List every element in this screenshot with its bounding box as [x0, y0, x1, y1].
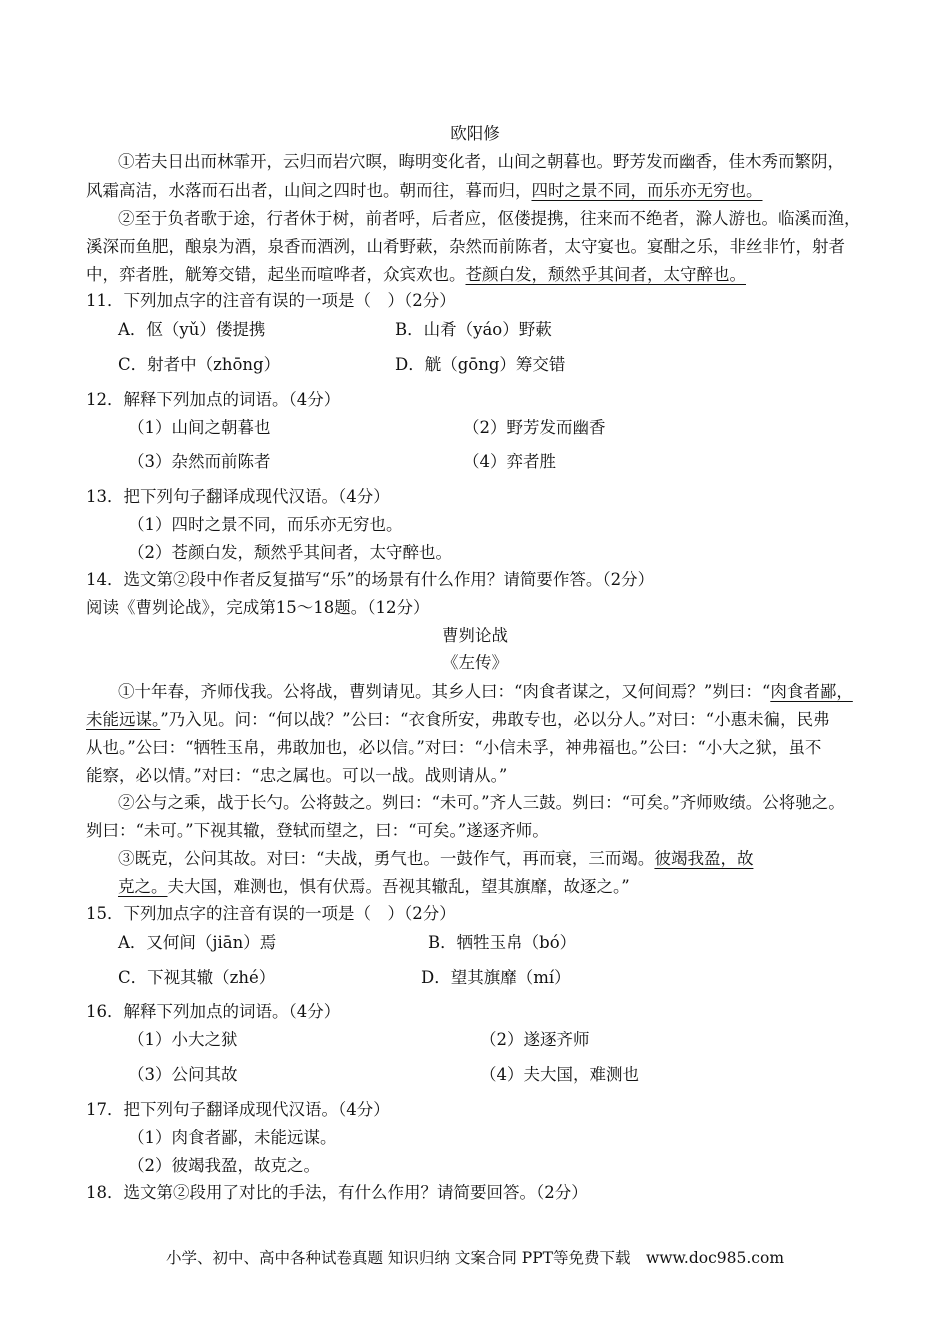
option-c: C．下视其辙（zhé） [118, 968, 276, 987]
passage-line [86, 264, 746, 286]
option-a: A．又何间（jiān）焉 [118, 933, 277, 952]
item-3: （3）公问其故 [128, 1065, 238, 1084]
option-a: A．伛（yǔ）偻提携 [118, 320, 266, 339]
passage-line: ②至于负者歌于途，行者休于树，前者呼，后者应，伛偻提携，往来而不绝者，滁人游也。临溪而渔， [118, 209, 861, 228]
question-15-stem: 15．下列加点字的注音有误的一项是（ ）（2分） [86, 904, 456, 923]
passage-line: 从也。”公曰：“牺牲玉帛，弗敢加也，必以信。”对曰：“小信未孚，神弗福也。”公曰：“小大之狱，虽不 [86, 738, 822, 757]
passage-line [86, 709, 830, 731]
underlined-sentence: 苍颜白发，颓然乎其间者，太守醉也。 [465, 265, 746, 284]
passage-line: 刿曰：“未可。”下视其辙，登轼而望之，曰：“可矣。”遂逐齐师。 [86, 821, 549, 840]
option-b: B．牺牲玉帛（bó） [428, 933, 577, 952]
question-18-stem: 18．选文第②段用了对比的手法，有什么作用？请简要回答。（2分） [86, 1183, 588, 1202]
item-1: （1）肉食者鄙，未能远谋。 [128, 1128, 337, 1147]
passage-text: ③既克，公问其故。对曰：“夫战，勇气也。一鼓作气，再而衰，三而竭。 [118, 849, 655, 868]
passage-title: 曹刿论战 [442, 626, 508, 645]
option-b: B．山肴（yáo）野蔌 [395, 320, 552, 339]
question-14-stem: 14．选文第②段中作者反复描写“乐”的场景有什么作用？请简要作答。（2分） [86, 570, 655, 589]
underlined-sentence: 彼竭我盈，故 [654, 849, 754, 868]
passage-line: 能察，必以情。”对曰：“忠之属也。可以一战。战则请从。” [86, 766, 508, 785]
underlined-sentence: 克之。 [118, 877, 168, 896]
item-3: （3）杂然而前陈者 [128, 452, 271, 471]
item-2: （2）野芳发而幽香 [463, 418, 606, 437]
question-11-stem: 11．下列加点字的注音有误的一项是（ ）（2分） [86, 291, 456, 310]
option-d: D．望其旗靡（mí） [421, 968, 571, 987]
passage-text: 风霜高洁，水落而石出者，山间之四时也。朝而往，暮而归， [86, 181, 532, 200]
item-1: （1）小大之狱 [128, 1030, 238, 1049]
underlined-sentence: 肉食者鄙， [770, 682, 853, 701]
passage-line: 溪深而鱼肥，酿泉为酒，泉香而酒洌，山肴野蔌，杂然而前陈者，太守宴也。宴酣之乐，非丝非竹，射者 [86, 237, 845, 256]
passage-line [118, 681, 853, 703]
passage-text: 夫大国，难测也，惧有伏焉。吾视其辙乱，望其旗靡，故逐之。” [167, 877, 630, 896]
passage-line [118, 848, 753, 870]
question-13-stem: 13．把下列句子翻译成现代汉语。（4分） [86, 487, 390, 506]
reading-intro: 阅读《曹刿论战》，完成第15～18题。（12分） [86, 598, 430, 617]
passage-source: 《左传》 [442, 653, 508, 672]
passage-text: ”乃入见。问：“何以战？”公曰：“衣食所安，弗敢专也，必以分人。”对曰：“小惠未徧，民弗 [160, 710, 830, 729]
passage-text: 中，弈者胜，觥筹交错，起坐而喧哗者，众宾欢也。 [86, 265, 466, 284]
question-17-stem: 17．把下列句子翻译成现代汉语。（4分） [86, 1100, 390, 1119]
passage-line [86, 180, 763, 202]
item-2: （2）彼竭我盈，故克之。 [128, 1156, 320, 1175]
underlined-sentence: 四时之景不同，而乐亦无穷也。 [531, 181, 763, 200]
option-d: D．觥（gōng）筹交错 [395, 355, 566, 374]
passage-author: 欧阳修 [450, 124, 500, 143]
item-2: （2）遂逐齐师 [480, 1030, 590, 1049]
passage-text: ①十年春，齐师伐我。公将战，曹刿请见。其乡人曰：“肉食者谋之，又何间焉？”刿曰：“ [118, 682, 771, 701]
item-4: （4）夫大国，难测也 [480, 1065, 639, 1084]
item-2: （2）苍颜白发，颓然乎其间者，太守醉也。 [128, 543, 452, 562]
passage-line [118, 876, 630, 898]
item-1: （1）四时之景不同，而乐亦无穷也。 [128, 515, 403, 534]
page-footer: 小学、初中、高中各种试卷真题 知识归纳 文案合同 PPT等免费下载 www.doc985.com [165, 1249, 785, 1267]
item-1: （1）山间之朝暮也 [128, 418, 271, 437]
underlined-sentence: 未能远谋。 [86, 710, 161, 729]
option-c: C．射者中（zhōng） [118, 355, 281, 374]
item-4: （4）弈者胜 [463, 452, 556, 471]
passage-line: ①若夫日出而林霏开，云归而岩穴暝，晦明变化者，山间之朝暮也。野芳发而幽香，佳木秀而繁阴， [118, 152, 844, 171]
passage-line: ②公与之乘，战于长勺。公将鼓之。刿曰：“未可。”齐人三鼓。刿曰：“可矣。”齐师败绩。公将驰之。 [118, 793, 845, 812]
question-16-stem: 16．解释下列加点的词语。（4分） [86, 1002, 341, 1021]
question-12-stem: 12．解释下列加点的词语。（4分） [86, 390, 341, 409]
